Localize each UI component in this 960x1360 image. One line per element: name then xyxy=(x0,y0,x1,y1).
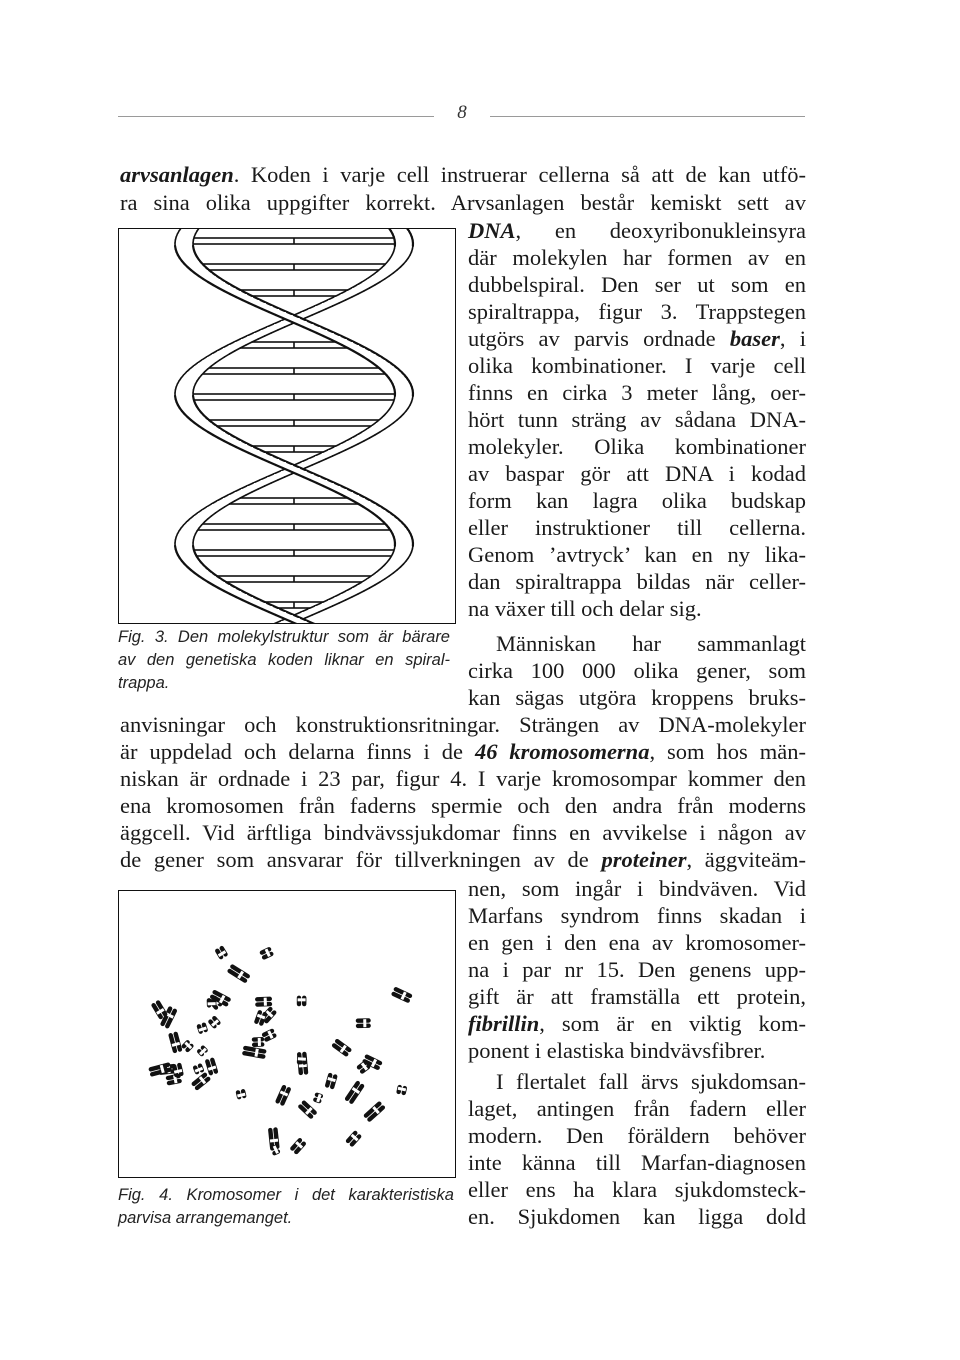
chromosome xyxy=(356,1018,371,1028)
chromosome xyxy=(391,986,413,1003)
figure-3-caption xyxy=(118,626,450,695)
body-line: ra sina olika uppgifter korrekt. Arvsanlagen består kemiskt sett av xyxy=(120,190,806,215)
body-line: spiraltrappa, figur 3. Trappstegen xyxy=(468,299,806,324)
chromosome xyxy=(196,1045,209,1058)
chromosome xyxy=(344,1080,365,1105)
centromere xyxy=(298,998,306,1001)
chromosome xyxy=(235,1089,246,1100)
centromere xyxy=(208,1002,216,1005)
body-line: na växer till och delar sig. xyxy=(468,596,702,621)
figure-4-chromosomes xyxy=(118,890,456,1178)
body-line: eller ens ha klara sjukdomsteck- xyxy=(468,1177,806,1202)
body-line: laget, antingen från fadern eller xyxy=(468,1096,806,1121)
term-46-kromosomerna: 46 kromosomerna xyxy=(474,739,650,764)
centromere xyxy=(264,998,267,1006)
body-line: modern. Den föräldern behöver xyxy=(468,1123,806,1148)
body-line: finns en cirka 3 meter lång, oer- xyxy=(468,380,806,405)
figure-3-dna-helix xyxy=(118,228,456,624)
body-line: nen, som ingår i bindväven. Vid xyxy=(468,876,806,901)
centromere xyxy=(298,1057,306,1061)
body-line: ena kromosomen från faderns spermie och den andra från moderns xyxy=(120,793,806,818)
body-line: dan spiraltrappa bildas när celler- xyxy=(468,569,806,594)
body-line: ponent i elastiska bindvävsfibrer. xyxy=(468,1038,766,1063)
chromosome xyxy=(168,1031,183,1053)
figure-4-caption xyxy=(118,1184,454,1230)
chromosome xyxy=(324,1072,337,1089)
term-baser: baser xyxy=(729,326,780,351)
chromosome xyxy=(181,1039,195,1053)
chromosome xyxy=(214,945,228,960)
body-line: fibrillin, som är en viktig kom- xyxy=(468,1011,806,1036)
caption-line: Fig. 3. Den molekylstruktur som är bärare xyxy=(118,628,450,646)
strand-a-ribbon-fill xyxy=(395,243,413,247)
body-line: molekyler. Olika kombinationer xyxy=(468,434,806,459)
chromatid xyxy=(356,1018,371,1023)
page-number: 8 xyxy=(457,102,467,123)
chromosome xyxy=(331,1038,352,1057)
body-line: en gen i den ena av kromosomer- xyxy=(468,930,806,955)
dna-double-helix-drawing xyxy=(119,229,455,623)
body-line: äggcell. Vid ärftliga bindvävssjukdomar finns en avvikelse i någon av xyxy=(120,820,806,845)
chromosome xyxy=(275,1084,292,1106)
chromosome xyxy=(252,1037,265,1047)
body-line: olika kombinationer. I varje cell xyxy=(468,353,806,378)
chromosome xyxy=(196,1022,208,1034)
strand-b-ribbon-fill xyxy=(395,393,413,397)
chromosome xyxy=(242,1046,267,1060)
body-line: form kan lagra olika budskap xyxy=(468,488,806,513)
term-fibrillin: fibrillin xyxy=(468,1011,540,1036)
body-line: kan sägas utgöra kroppens bruks- xyxy=(468,685,806,710)
chromosome xyxy=(345,1130,362,1148)
centromere xyxy=(258,1038,261,1046)
chromosome xyxy=(313,1092,324,1104)
chromosome xyxy=(297,1100,317,1120)
body-line: anvisningar och konstruktionsritningar. Strängen av DNA-molekyler xyxy=(120,712,806,737)
body-line: I flertalet fall ärvs sjukdomsan- xyxy=(496,1069,806,1094)
chromosome xyxy=(254,1009,268,1026)
chromosome xyxy=(227,964,251,984)
header-rule-left xyxy=(118,116,434,117)
body-line: DNA, en deoxyribonukleinsyra xyxy=(468,218,806,243)
chromosome-spread-drawing xyxy=(119,891,455,1177)
body-line: Genom ’avtryck’ kan en ny lika- xyxy=(468,542,806,567)
centromere xyxy=(363,1019,366,1027)
body-line: Människan har sammanlagt xyxy=(496,631,806,656)
body-line: arvsanlagen. Koden i varje cell instruerar cellerna så att de kan utfö- xyxy=(120,162,806,187)
caption-line: trappa. xyxy=(118,674,170,692)
chromosome xyxy=(192,1063,204,1075)
caption-line: Fig. 4. Kromosomer i det karakteristiska xyxy=(118,1186,454,1204)
caption-line: parvisa arrangemanget. xyxy=(118,1209,293,1227)
body-line: av baspar gör att DNA i kodad xyxy=(468,461,806,486)
chromosome xyxy=(205,1057,219,1076)
chromosome xyxy=(259,946,274,960)
chromosome xyxy=(297,996,307,1007)
chromosome xyxy=(396,1084,407,1095)
header-rule-right xyxy=(490,116,805,117)
body-line: cirka 100 000 olika gener, som xyxy=(468,658,806,683)
body-line: hört tunn sträng av sådana DNA- xyxy=(468,407,806,432)
chromatid xyxy=(255,1002,272,1007)
term-dna: DNA xyxy=(468,218,516,243)
body-line: niskan är ordnade i 23 par, figur 4. I varje kromosompar kommer den xyxy=(120,766,806,791)
term-arvsanlagen: arvsanlagen xyxy=(120,162,234,187)
chromosome xyxy=(363,1101,386,1123)
body-line: en. Sjukdomen kan ligga dold xyxy=(468,1204,806,1229)
body-line: eller instruktioner till cellerna. xyxy=(468,515,806,540)
chromosome xyxy=(255,997,272,1007)
body-line: Marfans syndrom finns skadan i xyxy=(468,903,806,928)
caption-line: av den genetiska koden liknar en spiral- xyxy=(118,651,450,669)
body-line: inte känna till Marfan-diagnosen xyxy=(468,1150,806,1175)
chromosome xyxy=(191,1072,212,1091)
body-line: de gener som ansvarar för tillverkningen av de proteiner, äggviteäm- xyxy=(120,847,806,872)
strand-a-ribbon-fill xyxy=(395,543,413,547)
term-proteiner: proteiner xyxy=(601,847,687,872)
body-line: na i par nr 15. Den genens upp- xyxy=(468,957,806,982)
chromosome xyxy=(207,1015,221,1029)
body-line: där molekylen har formen av en xyxy=(468,245,806,270)
body-line: utgörs av parvis ordnade baser, i xyxy=(468,326,806,351)
body-line: är uppdelad och delarna finns i de 46 kromosomerna, som hos män- xyxy=(120,739,806,764)
chromosome xyxy=(289,1137,307,1155)
body-line: gift är att framställa ett protein, xyxy=(468,984,806,1009)
body-line: dubbelspiral. Den ser ut som en xyxy=(468,272,806,297)
chromatid xyxy=(255,997,272,1002)
